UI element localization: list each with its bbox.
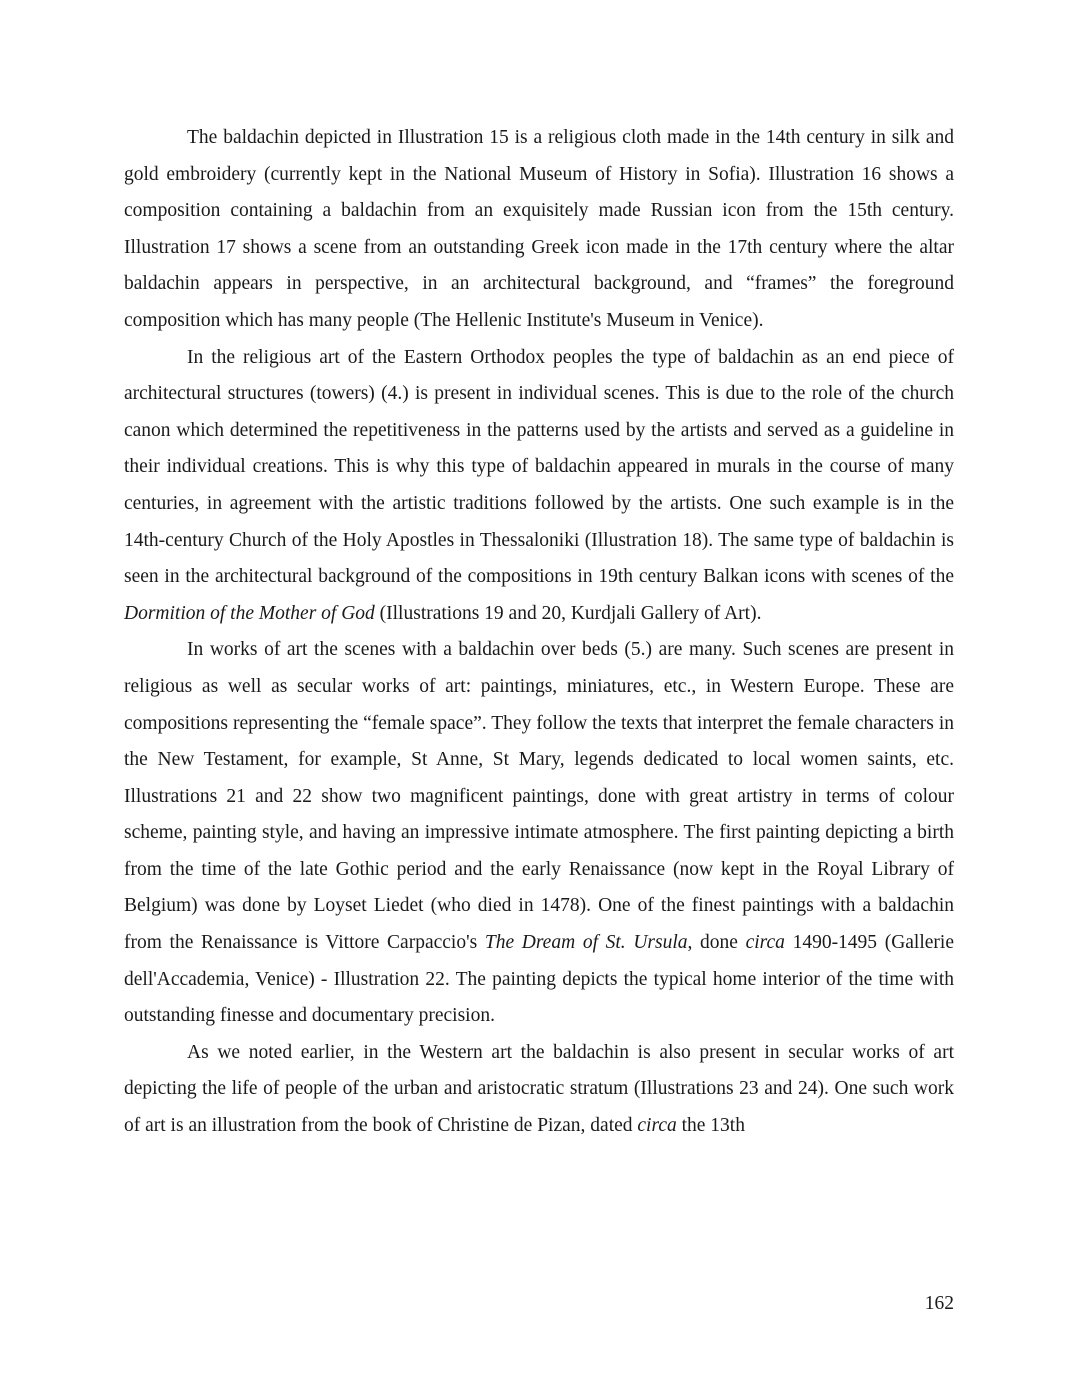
text-segment: In works of art the scenes with a baldachin over beds (5.) are many. Such scenes are present in religious as well as secular works of art: paintings, miniatures, etc., in Western Europe. These are compositions representing the “female space”. They follow the texts that interpret the female characters in the New Testament, for example, St Anne, St Mary, legends dedicated to local women saints, etc. Illustrations 21 and 22 show two magnificent paintings, done with great artistry in terms of colour scheme, painting style, and having an impressive intimate atmosphere. The first painting depicting a birth from the time of the late Gothic period and the early Renaissance (now kept in the Royal Library of Belgium) was done by Loyset Liedet (who died in 1478). One of the finest paintings with a baldachin from the Renaissance is Vittore Carpaccio's <box>124 639 954 954</box>
text-segment: As we noted earlier, in the Western art the baldachin is also present in secular works of art depicting the life of people of the urban and aristocratic stratum (Illustrations 23 and 24). One such work of art is an illustration from the book of Christine de Pizan, dated <box>124 1041 954 1137</box>
paragraph-1 <box>124 120 954 340</box>
text-segment: the 13th <box>676 1115 745 1137</box>
text-segment: , done <box>687 932 746 954</box>
text-segment: In the religious art of the Eastern Orthodox peoples the type of baldachin as an end piece of architectural structures (towers) (4.) is present in individual scenes. This is due to the role of the church canon which determined the repetitiveness in the patterns used by the artists and served as a guideline in their individual creations. This is why this type of baldachin appeared in murals in the course of many centuries, in agreement with the artistic traditions followed by the artists. One such example is in the 14th-century Church of the Holy Apostles in Thessaloniki (Illustration 18). The same type of baldachin is seen in the architectural background of the compositions in 19th century Balkan icons with scenes of the <box>124 346 954 588</box>
italic-term-circa: circa <box>637 1115 677 1137</box>
body-text <box>124 120 954 1145</box>
paragraph-3 <box>124 632 954 1035</box>
page-number: 162 <box>924 1293 954 1314</box>
paragraph-4 <box>124 1035 954 1145</box>
text-segment: (Illustrations 19 and 20, Kurdjali Gallery of Art). <box>374 602 762 624</box>
paragraph-2 <box>124 340 954 633</box>
italic-title-dormition: Dormition of the Mother of God <box>124 602 375 624</box>
italic-term-circa: circa <box>745 932 785 954</box>
text-segment: The baldachin depicted in Illustration 15 is a religious cloth made in the 14th century in silk and gold embroidery (currently kept in the National Museum of History in Sofia). Illustration 16 shows a composition containing a baldachin from an exquisitely made Russian icon from the 15th century. Illustration 17 shows a scene from an outstanding Greek icon made in the 17th century where the altar baldachin appears in perspective, in an architectural background, and “frames” the foreground composition which has many people (The Hellenic Institute's Museum in Venice). <box>124 127 954 331</box>
italic-title-dream-of-st-ursula: The Dream of St. Ursula <box>484 932 688 954</box>
text-segment: 1490-1495 (Gallerie dell'Accademia, Venice) - Illustration 22. The painting depicts the typical home interior of the time with outstanding finesse and documentary precision. <box>124 932 954 1027</box>
